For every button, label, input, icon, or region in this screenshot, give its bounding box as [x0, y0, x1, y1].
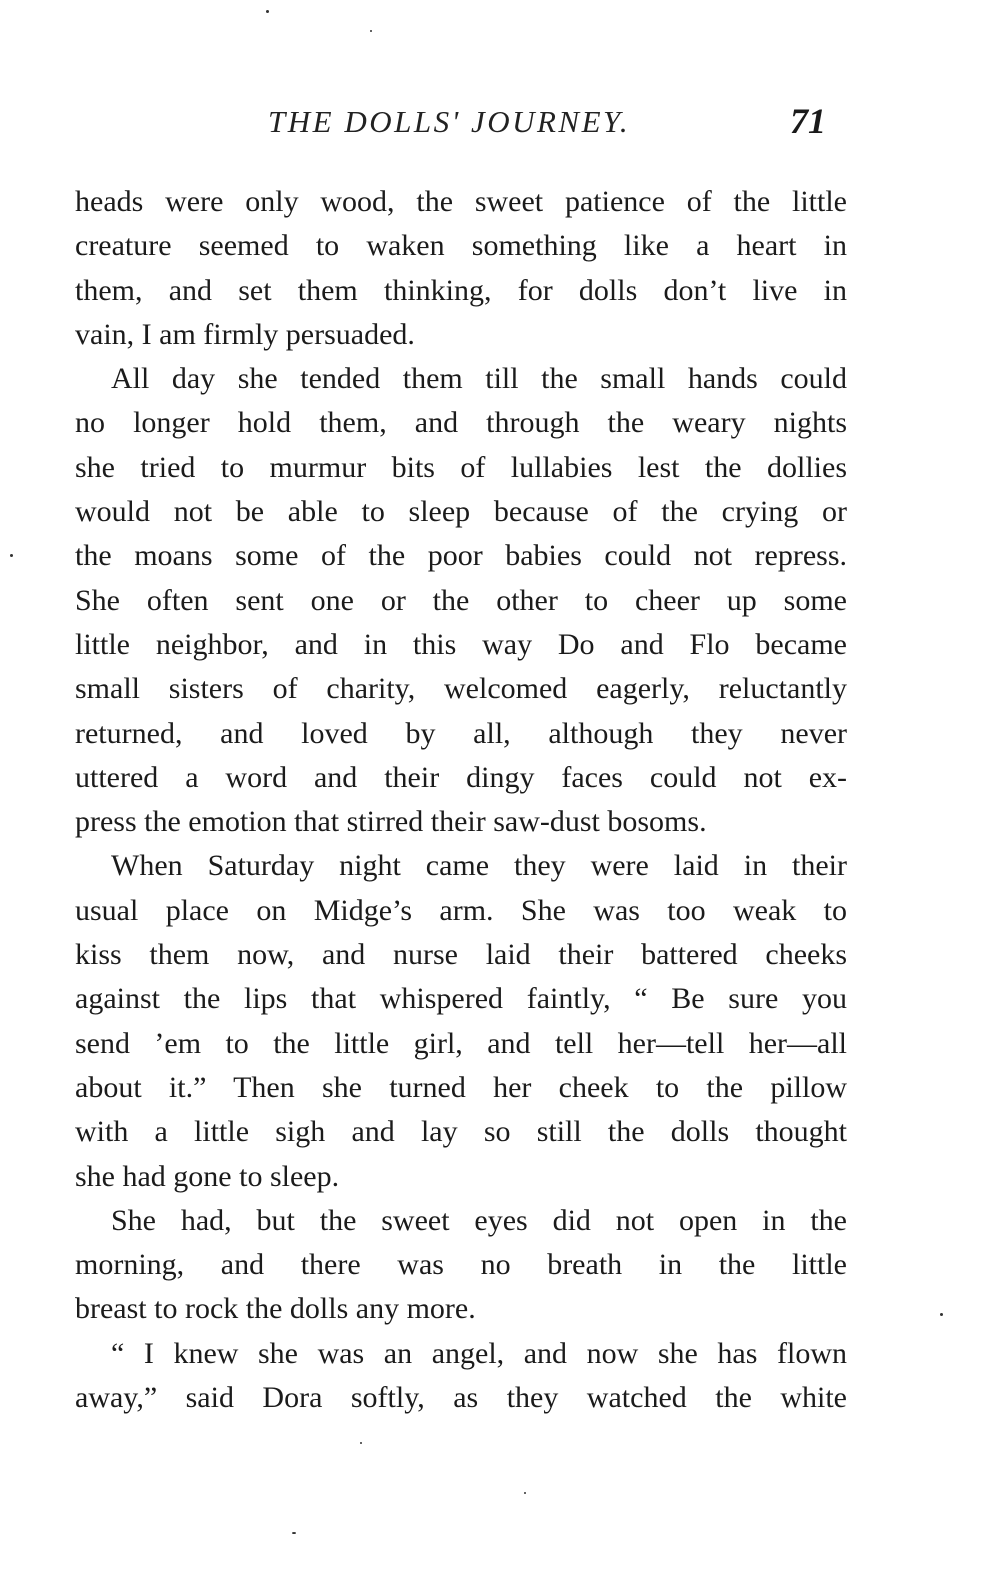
running-title: THE DOLLS' JOURNEY.	[268, 104, 631, 139]
text-line: usual place on Midge’s arm. She was too weak to	[75, 893, 847, 927]
body-text	[75, 180, 847, 1420]
text-line: breast to rock the dolls any more.	[75, 1292, 476, 1326]
text-line: All day she tended them till the small hands could	[111, 362, 847, 396]
text-line: returned, and loved by all, although they never	[75, 716, 847, 750]
text-line: the moans some of the poor babies could not repress.	[75, 539, 847, 573]
text-line: would not be able to sleep because of the crying or	[75, 495, 847, 529]
text-line: send ’em to the little girl, and tell her—tell her—all	[75, 1026, 847, 1060]
scan-speck	[292, 1532, 296, 1534]
text-line: morning, and there was no breath in the little	[75, 1248, 847, 1282]
text-line: she had gone to sleep.	[75, 1159, 340, 1193]
text-line: little neighbor, and in this way Do and Flo became	[75, 627, 847, 661]
scan-speck	[360, 1442, 362, 1444]
text-line: kiss them now, and nurse laid their battered cheeks	[75, 938, 847, 972]
text-line: heads were only wood, the sweet patience of the little	[75, 185, 847, 218]
text-line: creature seemed to waken something like a heart in	[75, 229, 847, 263]
text-line: them, and set them thinking, for dolls don’t live in	[75, 273, 847, 307]
text-line: She often sent one or the other to cheer up some	[75, 583, 847, 617]
page-number: 71	[790, 101, 826, 141]
text-line: about it.” Then she turned her cheek to the pillow	[75, 1070, 847, 1104]
scan-speck	[10, 554, 13, 557]
text-line: she tried to murmur bits of lullabies lest the dollies	[75, 450, 847, 484]
text-line: with a little sigh and lay so still the dolls thought	[75, 1115, 847, 1149]
text-line: uttered a word and their dingy faces could not ex-	[75, 760, 847, 794]
text-line: press the emotion that stirred their saw-dust bosoms.	[75, 805, 707, 839]
text-line: “ I knew she was an angel, and now she has flown	[111, 1336, 847, 1370]
scan-speck	[940, 1313, 943, 1316]
text-line: vain, I am firmly persuaded.	[75, 317, 415, 351]
scan-speck	[524, 1492, 526, 1494]
running-head	[0, 101, 992, 144]
text-line: away,” said Dora softly, as they watched the white	[75, 1381, 847, 1415]
text-line: small sisters of charity, welcomed eagerly, reluctantly	[75, 672, 847, 706]
text-line: She had, but the sweet eyes did not open in the	[111, 1203, 847, 1237]
text-line: against the lips that whispered faintly, “ Be sure you	[75, 982, 847, 1016]
text-line: no longer hold them, and through the weary nights	[75, 406, 847, 440]
scan-speck	[370, 30, 372, 32]
text-line: When Saturday night came they were laid in their	[111, 849, 847, 883]
scan-speck	[266, 10, 269, 13]
